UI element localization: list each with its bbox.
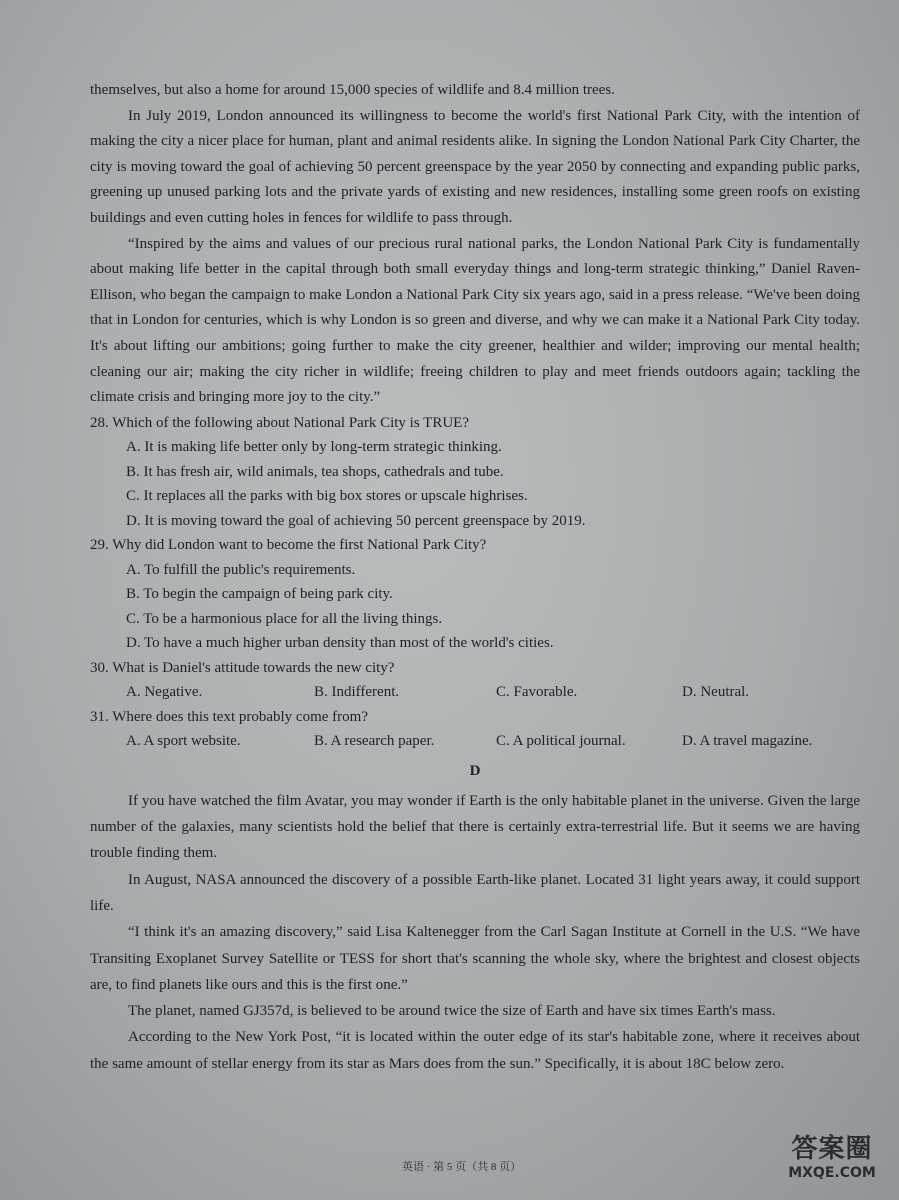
question-31-option-b: B. A research paper. <box>314 733 435 750</box>
question-30-options <box>90 680 860 705</box>
passage-c-paragraph-1: themselves, but also a home for around 15,000 species of wildlife and 8.4 million trees. <box>90 82 615 98</box>
question-30-option-c: C. Favorable. <box>496 684 578 701</box>
question-29-option-a: A. To fulfill the public's requirements. <box>126 561 356 578</box>
watermark-logo-title: 答案圈 <box>791 1134 873 1164</box>
section-d-paragraph-5: According to the New York Post, “it is located within the outer edge of its star's habitable zone, where it receives about the same amount of stellar energy from its star as Mars does from the sun.” Specifically, it is about 18C below zero. <box>90 1029 860 1072</box>
question-30 <box>90 656 860 705</box>
section-d-paragraph-2: In August, NASA announced the discovery of a possible Earth-like planet. Located 31 light years away, it could support life. <box>90 871 860 914</box>
section-d-paragraph-3: “I think it's an amazing discovery,” said Lisa Kaltenegger from the Carl Sagan Institute at Cornell in the U.S. “We have Transiting Exoplanet Survey Satellite or TESS for short that's scanning the whole sky, where the brightest and closest objects are, to find planets like ours and this is the first one.” <box>90 924 860 993</box>
question-28-option-c: C. It replaces all the parks with big box stores or upscale highrises. <box>126 488 528 505</box>
passage-c-paragraph-3: “Inspired by the aims and values of our precious rural national parks, the London National Park City is fundamentally about making life better in the capital through both small everyday things and long-term strategic thinking,” Daniel Raven-Ellison, who began the campaign to make London a National Park City six years ago, said in a press release. “We've been doing that in London for centuries, which is why London is so green and diverse, and why we can make it a National Park City today. It's about lifting our ambitions; going further to make the city greener, healthier and wilder; improving our mental health; cleaning our air; making the city richer in wildlife; freeing children to play and meet friends outdoors again; tackling the climate crisis and bringing more joy to the city.” <box>90 235 860 406</box>
question-30-option-b: B. Indifferent. <box>314 684 400 701</box>
question-31-stem: 31. Where does this text probably come from? <box>90 708 368 725</box>
question-29-option-c: C. To be a harmonious place for all the living things. <box>126 610 443 627</box>
question-30-option-a: A. Negative. <box>126 684 203 701</box>
section-d-passage <box>90 788 860 1077</box>
question-31-option-d: D. A travel magazine. <box>682 733 813 750</box>
question-28 <box>90 411 860 534</box>
question-28-option-a: A. It is making life better only by long-term strategic thinking. <box>126 439 502 456</box>
passage-c-paragraph-2: In July 2019, London announced its willingness to become the world's first National Park City, with the intention of making the city a nicer place for human, plant and animal residents alike. In signing the London National Park City Charter, the city is moving toward the goal of achieving 50 percent greenspace by the year 2050 by connecting and expanding public parks, greening up unused parking lots and the private yards of existing and new residences, installing some green roofs on existing buildings and even cutting holes in fences for wildlife to pass through. <box>90 107 860 226</box>
question-29-option-b: B. To begin the campaign of being park city. <box>126 586 393 603</box>
section-d-paragraph-4: The planet, named GJ357d, is believed to be around twice the size of Earth and have six times Earth's mass. <box>128 1003 776 1020</box>
question-31-option-c: C. A political journal. <box>496 733 626 750</box>
question-31 <box>90 705 860 754</box>
question-29 <box>90 533 860 656</box>
page-footer: 英语 · 第 5 页（共 8 页） <box>402 1161 522 1173</box>
question-31-option-a: A. A sport website. <box>126 733 241 750</box>
question-30-option-d: D. Neutral. <box>682 684 750 701</box>
question-28-option-d: D. It is moving toward the goal of achieving 50 percent greenspace by 2019. <box>126 512 586 529</box>
watermark-logo <box>777 1134 887 1190</box>
page-content <box>90 78 860 1077</box>
question-31-options <box>90 729 860 754</box>
question-30-stem: 30. What is Daniel's attitude towards the new city? <box>90 659 395 676</box>
question-28-option-b: B. It has fresh air, wild animals, tea shops, cathedrals and tube. <box>126 463 504 480</box>
question-29-stem: 29. Why did London want to become the first National Park City? <box>90 537 487 554</box>
question-29-option-d: D. To have a much higher urban density than most of the world's cities. <box>126 635 554 652</box>
watermark-logo-url: MXQE.COM <box>788 1165 876 1181</box>
section-d-paragraph-1: If you have watched the film Avatar, you may wonder if Earth is the only habitable planet in the universe. Given the large number of the galaxies, many scientists hold the belief that there is certainly extra-terrestrial life. But it seems we are having trouble finding them. <box>90 792 860 862</box>
question-28-stem: 28. Which of the following about National Park City is TRUE? <box>90 414 469 431</box>
section-d-heading: D <box>469 762 481 779</box>
